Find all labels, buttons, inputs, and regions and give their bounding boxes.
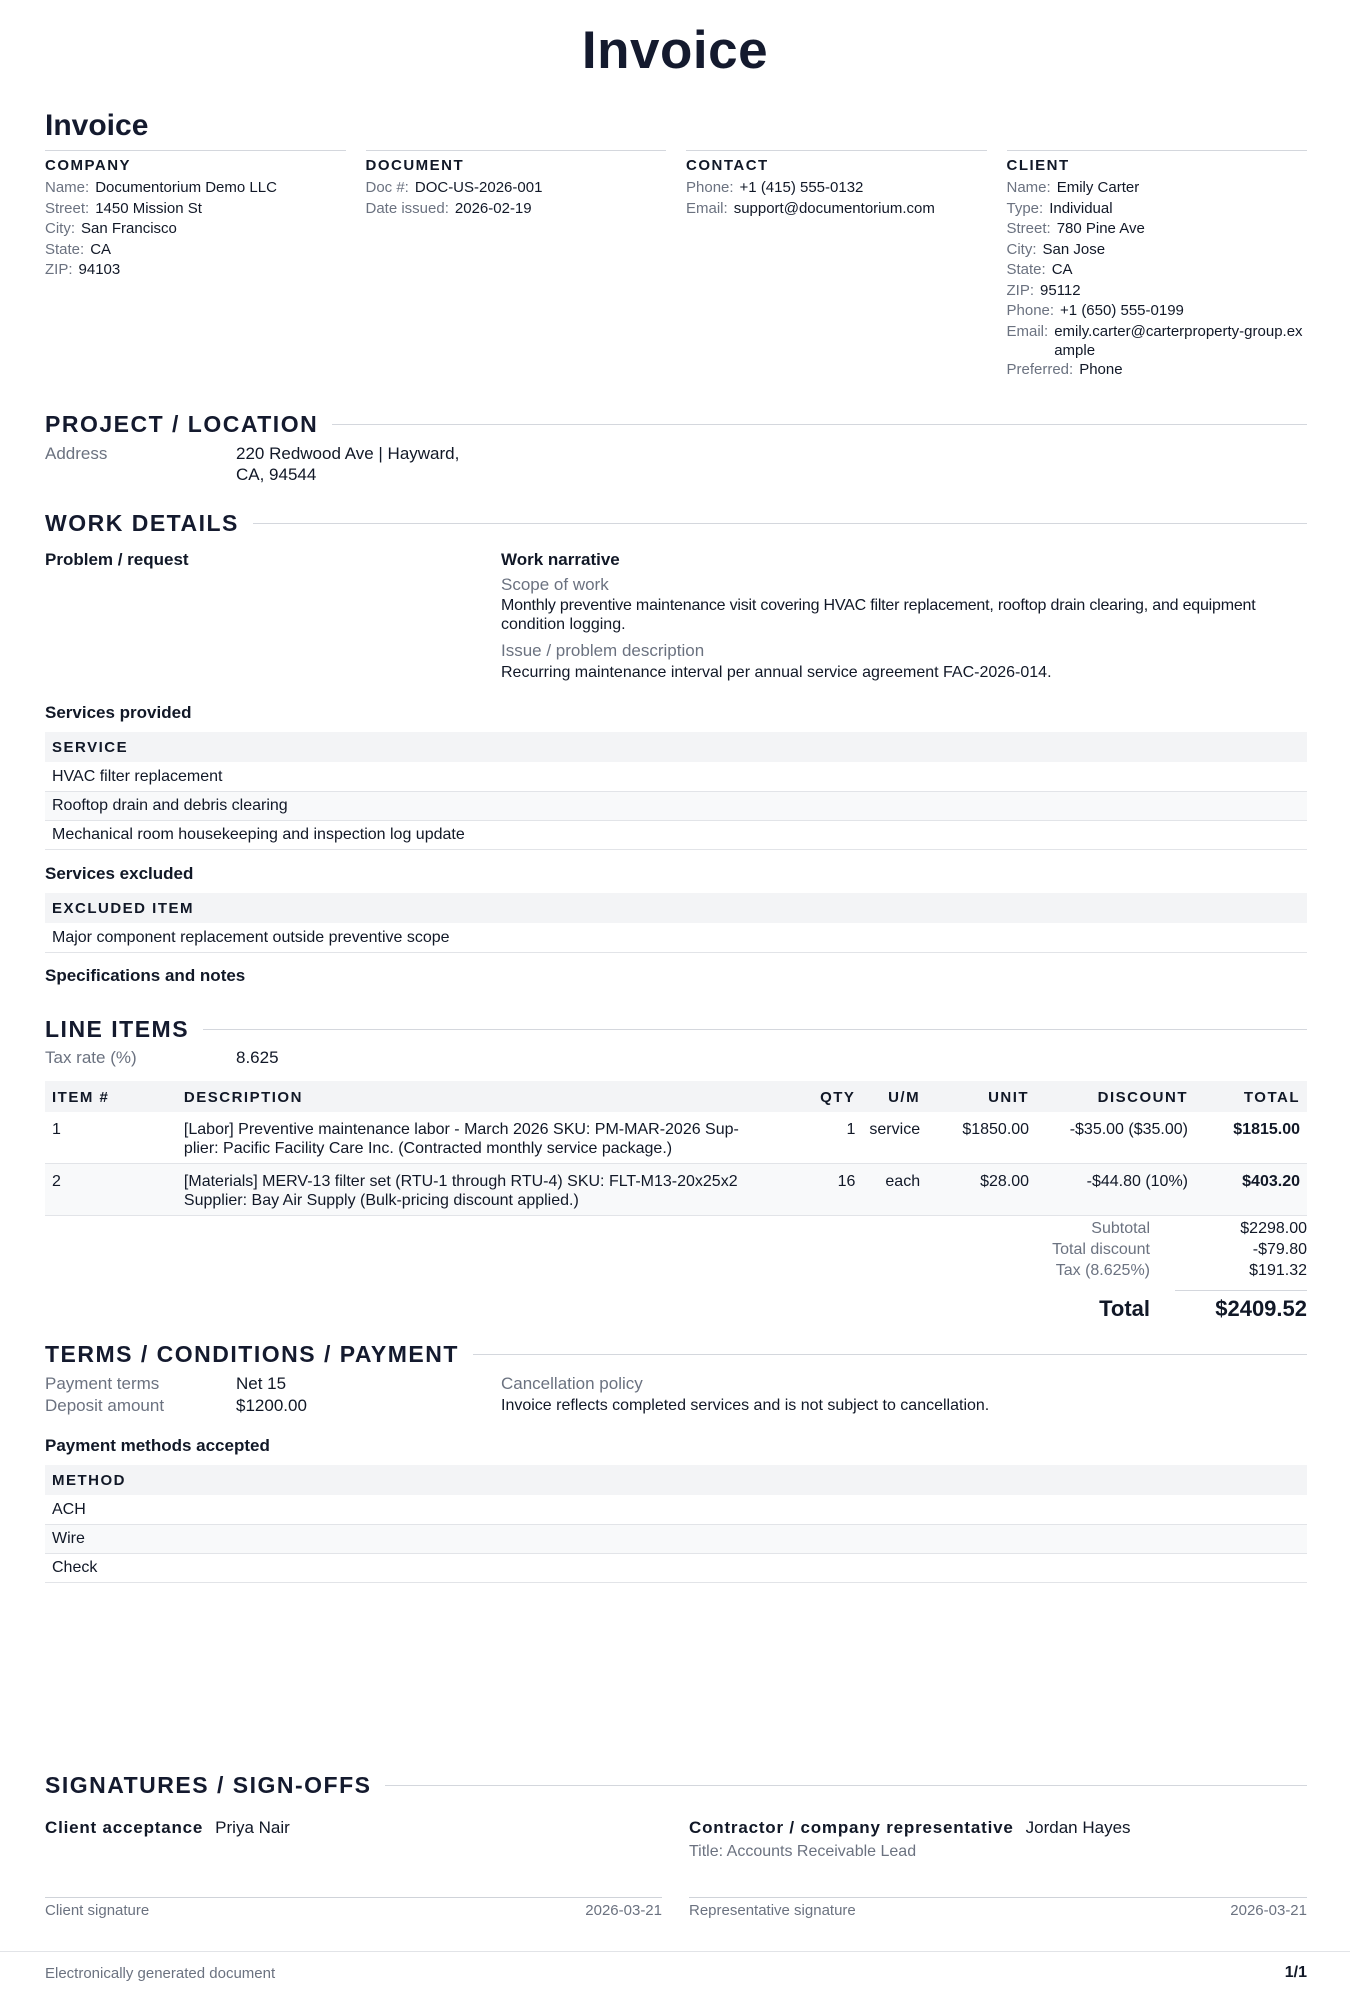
section-title: WORK DETAILS — [45, 510, 239, 536]
cancellation-text: Invoice reflects completed services and is not subject to cancellation. — [501, 1397, 990, 1414]
services-excluded-label: Services excluded — [45, 864, 194, 883]
description-line: plier: Pacific Facility Care Inc. (Contracted monthly service package.) — [183, 1140, 673, 1157]
client-city-row — [1007, 240, 1308, 261]
tax-rate-value: 8.625 — [236, 1048, 279, 1067]
qty-header: QTY — [796, 1081, 862, 1112]
item-number-header: ITEM # — [45, 1081, 177, 1112]
work-section-heading — [45, 510, 1307, 537]
table-row — [45, 791, 1307, 820]
document-title: Invoice — [581, 21, 769, 80]
method-cell: Check — [45, 1553, 1307, 1582]
um-cell: each — [862, 1164, 927, 1216]
field-label: Name: — [1006, 179, 1051, 196]
table-row — [45, 1524, 1307, 1553]
contractor-representative — [689, 1818, 1131, 1838]
field-label: Preferred: — [1006, 360, 1074, 378]
service-cell: Rooftop drain and debris clearing — [45, 791, 1307, 820]
field-label: State: — [45, 240, 85, 258]
services-table — [45, 732, 1307, 850]
method-cell: ACH — [45, 1495, 1307, 1524]
signatures-section-heading — [45, 1772, 1307, 1799]
client-type-row — [1007, 199, 1308, 220]
table-row — [45, 820, 1307, 849]
method-cell: Wire — [45, 1524, 1307, 1553]
um-cell: service — [862, 1112, 927, 1164]
field-value: Emily Carter — [1056, 179, 1140, 196]
qty-cell: 1 — [796, 1112, 862, 1164]
document-subtitle: Invoice — [45, 109, 149, 142]
field-value: Phone — [1079, 360, 1123, 378]
unit-cell: $1850.00 — [927, 1112, 1036, 1164]
total-header: TOTAL — [1195, 1081, 1307, 1112]
field-label: Phone: — [1006, 302, 1055, 319]
address-line-1: 220 Redwood Ave | Hayward, — [236, 444, 460, 463]
unit-cell: $28.00 — [927, 1164, 1036, 1216]
excluded-cell: Major component replacement outside preventive scope — [45, 923, 1307, 952]
line-items-table — [45, 1081, 1307, 1216]
tax-rate-label: Tax rate (%) — [45, 1048, 137, 1067]
subtotal-value: $2298.00 — [1240, 1220, 1307, 1237]
issue-label: Issue / problem description — [501, 641, 705, 660]
service-column-header: SERVICE — [45, 732, 1307, 762]
divider — [332, 424, 1307, 425]
field-label: Type: — [1006, 199, 1044, 217]
contact-email-row — [686, 199, 987, 220]
section-title: PROJECT / LOCATION — [45, 411, 319, 437]
scope-label: Scope of work — [501, 575, 609, 594]
total-discount-row — [900, 1239, 1307, 1260]
field-value: +1 (650) 555-0199 — [1060, 302, 1184, 319]
field-label: Doc #: — [365, 179, 409, 196]
field-label: State: — [1006, 261, 1046, 278]
description-header: DESCRIPTION — [177, 1081, 797, 1112]
client-signature-date: 2026-03-21 — [585, 1902, 662, 1919]
field-value: DOC-US-2026-001 — [414, 179, 543, 196]
field-value: 94103 — [78, 261, 121, 278]
discount-cell: -$35.00 ($35.00) — [1036, 1112, 1195, 1164]
grand-total-value: $2409.52 — [1215, 1296, 1307, 1321]
table-row — [45, 1553, 1307, 1582]
field-value: Individual — [1049, 199, 1113, 217]
company-zip-row — [45, 260, 346, 281]
project-section-heading — [45, 411, 1307, 438]
client-signature-label: Client signature — [45, 1902, 150, 1919]
client-name-row — [1007, 178, 1308, 199]
table-row — [45, 1164, 1307, 1216]
field-value: San Francisco — [81, 220, 177, 237]
client-state-row — [1007, 260, 1308, 281]
field-value: 780 Pine Ave — [1056, 220, 1145, 237]
field-value: support@documentorium.com — [733, 199, 935, 217]
discount-header: DISCOUNT — [1036, 1081, 1195, 1112]
qty-cell: 16 — [796, 1164, 862, 1216]
work-narrative-label: Work narrative — [501, 550, 620, 569]
client-email-row — [1007, 322, 1308, 360]
field-label: Email: — [686, 199, 728, 217]
client-acceptance-name: Priya Nair — [215, 1818, 290, 1837]
section-title: LINE ITEMS — [45, 1016, 190, 1042]
subtotal-label: Subtotal — [1091, 1220, 1150, 1237]
description-line: [Labor] Preventive maintenance labor - March 2026 SKU: PM-MAR-2026 Sup- — [183, 1121, 739, 1138]
client-preferred-row — [1007, 360, 1308, 381]
description-line: Supplier: Bay Air Supply (Bulk-pricing discount applied.) — [183, 1192, 579, 1209]
issue-text: Recurring maintenance interval per annual service agreement FAC-2026-014. — [501, 664, 1052, 681]
contractor-label: Contractor / company representative — [689, 1818, 1014, 1837]
contractor-title: Title: Accounts Receivable Lead — [689, 1843, 917, 1860]
table-row — [45, 923, 1307, 952]
deposit-label: Deposit amount — [45, 1396, 165, 1415]
tax-value: $191.32 — [1249, 1262, 1307, 1279]
item-number-cell: 1 — [45, 1112, 177, 1164]
client-block — [1007, 150, 1308, 380]
table-row — [45, 762, 1307, 791]
service-cell: Mechanical room housekeeping and inspection log update — [45, 820, 1307, 849]
payment-terms-label: Payment terms — [45, 1374, 160, 1393]
client-phone-row — [1007, 301, 1308, 322]
total-cell: $403.20 — [1195, 1164, 1307, 1216]
company-block — [45, 150, 346, 380]
totals-block — [900, 1218, 1307, 1281]
description-line: [Materials] MERV-13 filter set (RTU-1 through RTU-4) SKU: FLT-M13-20x25x2 — [183, 1173, 738, 1190]
field-label: ZIP: — [1006, 281, 1035, 299]
tax-row — [900, 1260, 1307, 1281]
field-label: Phone: — [686, 179, 734, 196]
field-value: emily.carter@carterproperty-group.example — [1054, 322, 1303, 359]
client-heading: CLIENT — [1006, 157, 1070, 174]
document-block — [366, 150, 667, 380]
client-signature-line — [45, 1897, 662, 1898]
deposit-value: $1200.00 — [236, 1396, 307, 1415]
company-name-row — [45, 178, 346, 199]
unit-header: UNIT — [927, 1081, 1036, 1112]
field-value: +1 (415) 555-0132 — [739, 179, 864, 196]
client-acceptance — [45, 1818, 290, 1838]
divider — [203, 1029, 1307, 1030]
field-value: San Jose — [1042, 240, 1106, 258]
cancellation-label: Cancellation policy — [501, 1374, 643, 1393]
address-line-2: CA, 94544 — [236, 465, 317, 484]
service-cell: HVAC filter replacement — [45, 762, 1307, 791]
field-label: Street: — [1006, 220, 1051, 237]
contact-block — [686, 150, 987, 380]
company-street-row — [45, 199, 346, 220]
contact-phone-row — [686, 178, 987, 199]
divider — [253, 523, 1307, 524]
tax-label: Tax (8.625%) — [1055, 1262, 1150, 1279]
scope-text-line-2: condition logging. — [501, 616, 626, 633]
grand-total-row — [900, 1298, 1307, 1319]
field-label: Email: — [1006, 322, 1049, 340]
contact-heading: CONTACT — [686, 157, 769, 174]
payment-methods-table — [45, 1465, 1307, 1583]
scope-text-line-1: Monthly preventive maintenance visit covering HVAC filter replacement, rooftop drain clearing, and equipment — [501, 597, 1256, 614]
representative-signature-line — [689, 1897, 1307, 1898]
section-title: TERMS / CONDITIONS / PAYMENT — [45, 1341, 459, 1367]
subtotal-row — [900, 1218, 1307, 1239]
representative-signature-label: Representative signature — [689, 1902, 856, 1919]
client-acceptance-label: Client acceptance — [45, 1818, 204, 1837]
field-value: 95112 — [1040, 281, 1081, 299]
field-label: Street: — [45, 199, 90, 217]
grand-total-block — [900, 1298, 1307, 1319]
field-label: City: — [45, 220, 75, 237]
field-value: 2026-02-19 — [454, 199, 532, 217]
field-value: CA — [90, 240, 112, 258]
footer-divider — [0, 1951, 1350, 1952]
section-title: SIGNATURES / SIGN-OFFS — [45, 1772, 372, 1798]
representative-signature-date: 2026-03-21 — [1230, 1902, 1307, 1919]
item-number-cell: 2 — [45, 1164, 177, 1216]
contractor-name: Jordan Hayes — [1025, 1818, 1131, 1837]
method-column-header: METHOD — [45, 1465, 1307, 1495]
line-items-section-heading — [45, 1016, 1307, 1043]
problem-request-label: Problem / request — [45, 550, 189, 569]
terms-section-heading — [45, 1341, 1307, 1368]
grand-total-label: Total — [1099, 1296, 1150, 1321]
specifications-label: Specifications and notes — [45, 966, 246, 985]
date-issued-row — [366, 199, 667, 220]
payment-terms-value: Net 15 — [236, 1374, 287, 1393]
description-cell — [177, 1112, 797, 1164]
table-row — [45, 1495, 1307, 1524]
client-zip-row — [1007, 281, 1308, 302]
client-street-row — [1007, 219, 1308, 240]
payment-methods-label: Payment methods accepted — [45, 1436, 270, 1455]
page-number: 1/1 — [1284, 1964, 1307, 1981]
company-state-row — [45, 240, 346, 261]
description-cell — [177, 1164, 797, 1216]
field-label: City: — [1006, 240, 1037, 258]
excluded-column-header: EXCLUDED ITEM — [45, 893, 1307, 923]
total-discount-label: Total discount — [1052, 1241, 1150, 1258]
divider — [385, 1785, 1307, 1786]
total-discount-value: -$79.80 — [1252, 1241, 1307, 1258]
field-value: 1450 Mission St — [95, 199, 202, 217]
address-label: Address — [45, 444, 108, 463]
excluded-table — [45, 893, 1307, 953]
field-label: ZIP: — [45, 261, 73, 278]
field-label: Name: — [45, 179, 90, 196]
field-value: Documentorium Demo LLC — [95, 179, 277, 196]
discount-cell: -$44.80 (10%) — [1036, 1164, 1195, 1216]
doc-number-row — [366, 178, 667, 199]
header-info-grid — [45, 150, 1307, 380]
footer-note: Electronically generated document — [45, 1965, 276, 1982]
field-label: Date issued: — [365, 199, 449, 217]
um-header: U/M — [862, 1081, 927, 1112]
services-provided-label: Services provided — [45, 703, 192, 722]
company-heading: COMPANY — [45, 157, 132, 174]
document-heading: DOCUMENT — [365, 157, 465, 174]
table-row — [45, 1112, 1307, 1164]
divider — [473, 1354, 1307, 1355]
company-city-row — [45, 219, 346, 240]
total-cell: $1815.00 — [1195, 1112, 1307, 1164]
total-divider — [1175, 1290, 1307, 1291]
field-value: CA — [1051, 261, 1073, 278]
